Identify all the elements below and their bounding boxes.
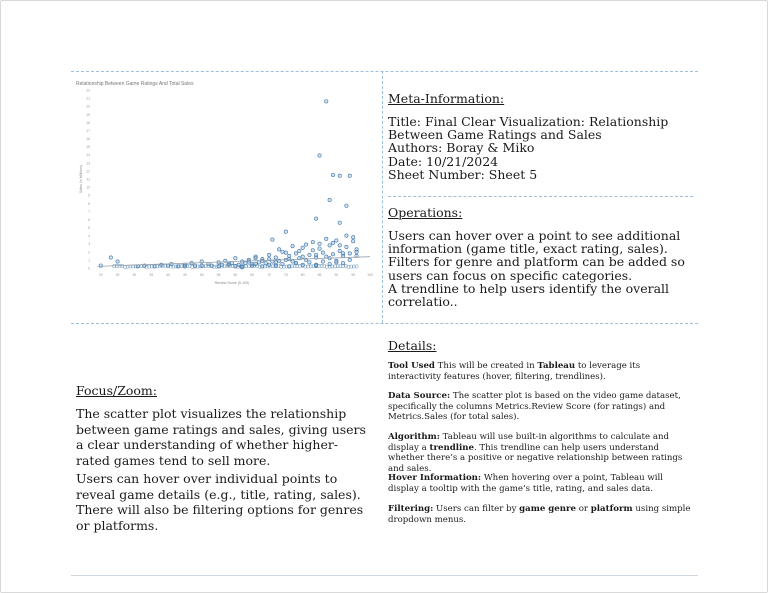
filtering-text-d: platform [590,504,633,514]
algorithm-label: Algorithm: [388,432,440,442]
scatter-point [210,264,213,267]
y-tick-label: 3 [88,242,90,247]
scatter-point [200,264,203,267]
scatter-point [237,263,240,266]
scatter-point [314,217,317,220]
scatter-point [331,253,334,256]
scatter-point [281,250,284,253]
scatter-point [250,264,253,267]
filtering-text-c: or [576,504,591,514]
details-algorithm [388,432,693,474]
meta-sheet: Sheet Number: Sheet 5 [388,166,538,182]
scatter-point [351,236,354,239]
scatter-point [338,244,341,247]
x-tick-label: 70 [267,273,271,277]
meta-authors: Authors: Boray & Miko [388,140,535,156]
y-tick-label: 7 [88,209,90,214]
x-tick-label: 35 [149,273,154,277]
filtering-text-a: Users can filter by [433,504,520,514]
scatter-point [274,256,277,259]
scatter-point [325,237,328,240]
scatter-point [288,254,291,257]
scatter-point [234,257,237,260]
scatter-point [328,244,331,247]
meta-date: Date: 10/21/2024 [388,153,499,169]
scatter-point [314,263,317,266]
scatter-point [257,261,260,264]
top-divider [71,71,698,72]
scatter-point [267,253,270,256]
filtering-text-e: using simple dropdown menus. [388,504,691,525]
y-tick-label: 8 [88,201,90,206]
scatter-point [345,204,348,207]
y-tick-label: 11 [86,177,90,182]
operations-line-3: A trendline to help users identify the overall correlatio.. [388,280,670,310]
scatter-point [331,173,334,176]
x-tick-label: 30 [132,273,137,277]
scatter-point [338,249,341,252]
scatter-point [355,250,358,253]
hover-label: Hover Information: [388,473,482,483]
y-tick-label: 14 [86,153,90,158]
details-data-source [388,391,693,423]
focus-heading: Focus/Zoom: [76,383,157,398]
scatter-point [247,260,250,263]
details-hover [388,473,693,494]
scatter-point [277,248,280,251]
y-tick-label: 5 [88,226,90,231]
x-tick-label: 50 [199,273,204,277]
scatter-point [271,238,274,241]
scatter-point [304,243,307,246]
scatter-point [274,261,277,264]
scatter-point [348,174,351,177]
scatter-point [176,265,179,268]
tool-text-c: to leverage its interactivity features (hover, filtering, trendlines). [388,361,641,382]
y-tick-label: 16 [86,137,90,142]
x-tick-label: 25 [115,273,120,277]
scatter-point [267,263,270,266]
scatter-point [288,265,291,268]
scatter-point [109,256,112,259]
scatter-point [318,154,321,157]
scatter-point [338,221,341,224]
y-tick-label: 19 [86,112,90,117]
scatter-point [284,230,287,233]
scatter-point [116,260,119,263]
y-tick-label: 0 [88,266,90,271]
x-tick-label: 55 [216,273,221,277]
y-tick-label: 9 [88,193,90,198]
scatter-point [301,246,304,249]
scatter-point [166,264,169,267]
scatter-point [281,262,284,265]
scatter-point [318,247,321,250]
data-source-label: Data Source: [388,391,451,401]
scatter-point [291,244,294,247]
scatter-point [335,261,338,264]
y-tick-label: 1 [88,258,90,263]
scatter-point [274,264,277,267]
scatter-point [321,260,324,263]
scatter-point [160,263,163,266]
x-tick-label: 45 [182,273,187,277]
scatter-point [153,265,156,268]
x-axis-label: Review Score (0-100) [214,281,250,285]
details-filtering [388,504,693,525]
scatter-point [240,265,243,268]
x-tick-label: 80 [300,273,305,277]
y-tick-label: 15 [86,145,90,150]
y-axis-label: Sales (in Millions) [79,164,83,194]
data-source-text: The scatter plot is based on the video game dataset, specifically the columns Metrics.Review Score (for ratings) and Metrics.Sales (for total sales). [388,391,681,423]
scatter-chart [74,78,378,288]
x-tick-label: 95 [351,273,356,277]
x-tick-label: 90 [334,273,339,277]
algorithm-text-a: Tableau will use built-in algorithms to calculate and display a [388,432,669,453]
details-tool [388,361,693,382]
chart-title: Relationship Between Game Ratings And Total Sales [76,81,194,87]
x-tick-label: 100 [367,273,373,277]
scatter-point [328,262,331,265]
scatter-point [254,257,257,260]
scatter-point [294,261,297,264]
vertical-divider [382,71,383,323]
scatter-point [341,261,344,264]
bottom-divider [71,575,698,576]
scatter-point [234,265,237,268]
filtering-label: Filtering: [388,504,434,514]
scatter-point [314,253,317,256]
x-tick-label: 40 [166,273,170,277]
scatter-point [341,252,344,255]
meta-title: Title: Final Clear Visualization: Relationship Between Game Ratings and Sales [388,114,669,143]
y-tick-label: 4 [88,234,90,239]
scatter-point [328,198,331,201]
details-heading: Details: [388,338,437,353]
y-tick-label: 17 [86,128,90,133]
scatter-point [261,265,264,268]
filtering-text-b: game genre [519,504,577,514]
scatter-point [217,265,220,268]
scatter-point [301,255,304,258]
scatter-point [311,249,314,252]
y-tick-label: 18 [86,120,90,125]
scatter-point [318,242,321,245]
scatter-point [345,245,348,248]
algorithm-text-b: trendline [429,442,474,453]
scatter-point [345,234,348,237]
x-tick-label: 85 [317,273,322,277]
scatter-point [301,263,304,266]
scatter-point [288,257,291,260]
scatter-point [321,251,324,254]
x-tick-label: 75 [283,273,288,277]
y-tick-label: 10 [86,185,90,190]
y-tick-label: 21 [86,96,90,101]
scatter-point [294,252,297,255]
operations-line-2: Filters for genre and platform can be added so users can focus on specific categories. [388,254,685,283]
operations-heading: Operations: [388,205,463,220]
tool-text-b: Tableau [537,361,576,371]
y-tick-label: 13 [86,161,90,166]
middle-divider [71,323,698,324]
hover-text: When hovering over a point, Tableau will display a tooltip with the game’s title, rating, and sales data. [388,473,664,494]
scatter-chart-svg [74,78,378,288]
x-tick-label: 20 [98,273,103,277]
scatter-point [193,264,196,267]
scatter-point [183,265,186,268]
scatter-point [99,264,102,267]
scatter-point [244,261,247,264]
operations-block [388,229,693,308]
scatter-point [331,241,334,244]
scatter-point [348,258,351,261]
scatter-point [351,240,354,243]
focus-paragraph-1: The scatter plot visualizes the relationship between game ratings and sales, giving users a clear understanding of whether higher-rated games tend to sell more. [76,406,366,468]
scatter-point [311,240,314,243]
focus-paragraph-2: Users can hover over individual points to reveal game details (e.g., title, rating, sales). There will also be filtering options for genres or platforms. [76,471,364,533]
meta-block [388,115,688,181]
scatter-point [308,253,311,256]
scatter-point [264,261,267,264]
scatter-point [325,100,328,103]
operations-line-1: Users can hover over a point to see additional information (game title, exact rating, sales). [388,228,681,257]
scatter-point [348,252,351,255]
x-tick-label: 60 [233,273,238,277]
y-tick-label: 20 [86,104,90,109]
scatter-point [308,261,311,264]
y-tick-label: 2 [88,250,90,255]
y-tick-label: 12 [86,169,90,174]
meta-operations-divider [388,196,693,197]
y-tick-label: 22 [86,88,90,93]
scatter-point [291,260,294,263]
tool-label: Tool Used [388,361,435,371]
algorithm-text-c: . This trendline can help users understand whether there’s a positive or negative relationship between ratings and sales. [388,442,683,474]
meta-heading: Meta-Information: [388,91,505,106]
scatter-point [284,251,287,254]
scatter-point [338,174,341,177]
scatter-point [220,263,223,266]
scatter-point [335,239,338,242]
scatter-point [254,262,257,265]
x-tick-label: 65 [250,273,255,277]
tool-text-a: This will be created in [434,361,538,371]
scatter-point [298,249,301,252]
y-tick-label: 6 [88,217,90,222]
scatter-point [227,263,230,266]
